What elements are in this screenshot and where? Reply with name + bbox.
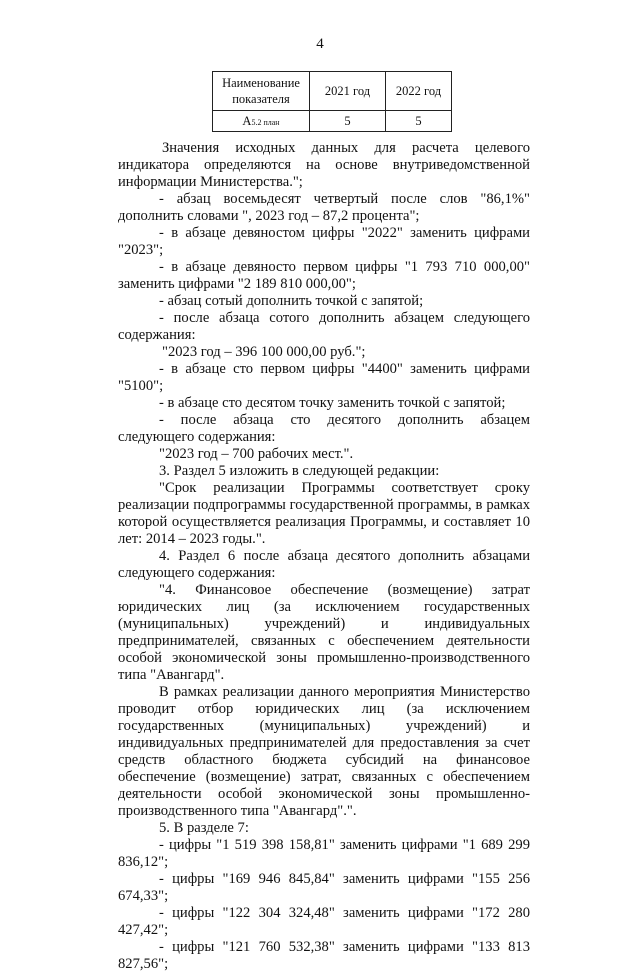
paragraph: В рамках реализации данного мероприятия Министерство проводит отбор юридических лиц (за исключением государственных (муниципальных) учреждений) и индивидуальных предпринимателей для предоставления за счет средств областного бюджета субсидий на финансовое обеспечение (возмещение) затрат, связанных с обеспечением деятельности особой экономической зоны промышленно-производственного типа "Авангард".". [118, 684, 530, 819]
paragraph: - цифры "121 760 532,38" заменить цифрами "133 813 827,56"; [118, 939, 530, 972]
indicator-table [212, 71, 452, 132]
row-value-2022: 5 [386, 111, 452, 132]
paragraph: "Срок реализации Программы соответствует сроку реализации подпрограммы государственной программы, в рамках которой осуществляется реализация Программы, и составляет 10 лет: 2014 – 2023 годы.". [118, 480, 530, 547]
paragraph: - в абзаце сто десятом точку заменить точкой с запятой; [159, 395, 506, 411]
paragraph: - цифры "122 304 324,48" заменить цифрами "172 280 427,42"; [118, 905, 530, 938]
paragraph: - после абзаца сотого дополнить абзацем следующего содержания: [118, 310, 530, 343]
row-value-2021: 5 [310, 111, 386, 132]
paragraph: - цифры "1 519 398 158,81" заменить цифрами "1 689 299 836,12"; [118, 837, 530, 870]
row-label-main: A [242, 113, 252, 128]
paragraph: 5. В разделе 7: [159, 820, 249, 836]
paragraph: - абзац восемьдесят четвертый после слов "86,1%" дополнить словами ", 2023 год – 87,2 процента"; [118, 191, 530, 224]
paragraph: "2023 год – 396 100 000,00 руб."; [162, 344, 366, 360]
paragraph: - в абзаце девяностом цифры "2022" заменить цифрами "2023"; [118, 225, 530, 258]
row-label [213, 111, 310, 132]
paragraph: - абзац сотый дополнить точкой с запятой; [159, 293, 424, 309]
paragraph: 4. Раздел 6 после абзаца десятого дополнить абзацами следующего содержания: [118, 548, 530, 581]
header-2022: 2022 год [386, 72, 452, 111]
paragraph: - после абзаца сто десятого дополнить абзацем следующего содержания: [118, 412, 530, 445]
table-row [213, 111, 452, 132]
table-header-row [213, 72, 452, 111]
paragraph: "4. Финансовое обеспечение (возмещение) затрат юридических лиц (за исключением государственных (муниципальных) учреждений) и индивидуальных предпринимателей, связанных с обеспечением деятельности особой экономической зоны промышленно-производственного типа "Авангард". [118, 582, 530, 683]
paragraph: - цифры "169 946 845,84" заменить цифрами "155 256 674,33"; [118, 871, 530, 904]
paragraph: Значения исходных данных для расчета целевого индикатора определяются на основе внутриведомственной информации Министерства."; [118, 140, 530, 190]
page-number: 4 [316, 36, 324, 52]
paragraph: 3. Раздел 5 изложить в следующей редакции: [159, 463, 440, 479]
paragraph: "2023 год – 700 рабочих мест.". [159, 446, 354, 462]
paragraph: - в абзаце девяносто первом цифры "1 793 710 000,00" заменить цифрами "2 189 810 000,00"; [118, 259, 530, 292]
row-label-sub: 5.2 план [251, 117, 280, 127]
header-2021: 2021 год [310, 72, 386, 111]
header-indicator: Наименование показателя [213, 72, 310, 111]
document-body [118, 140, 530, 973]
paragraph: - в абзаце сто первом цифры "4400" заменить цифрами "5100"; [118, 361, 530, 394]
